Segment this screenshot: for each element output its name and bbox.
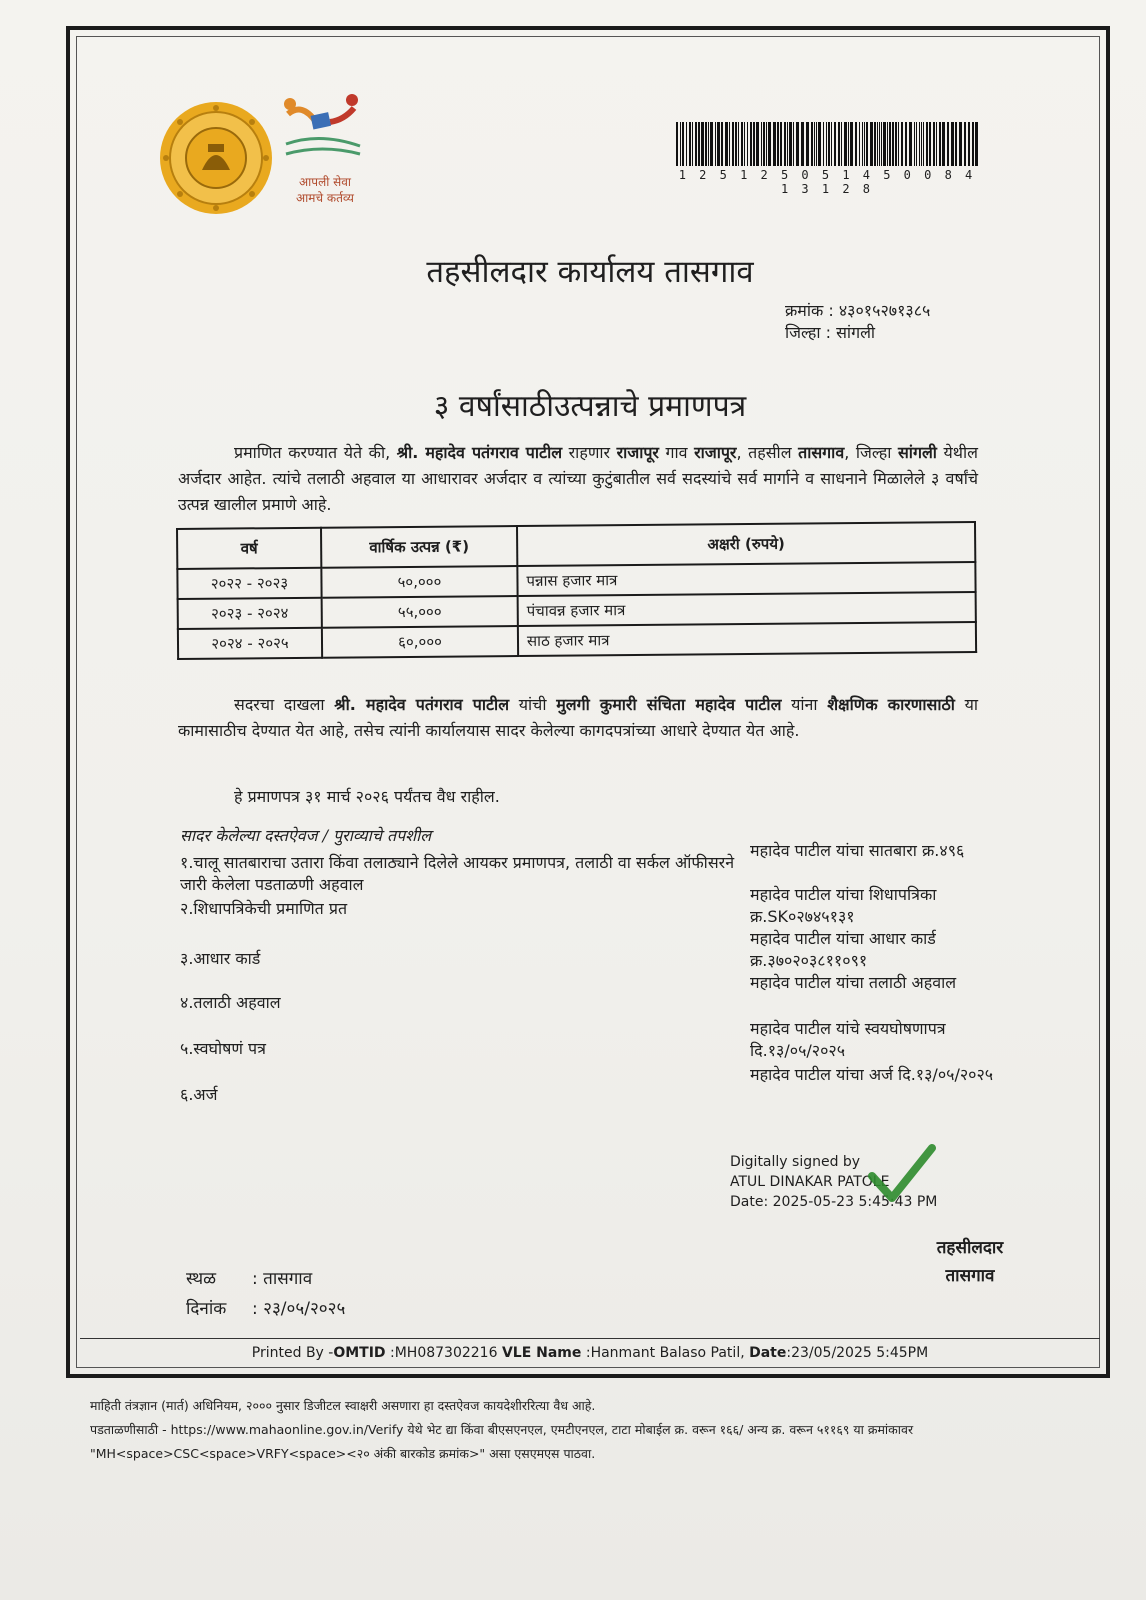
income-words-cell: पंचावन्न हजार मात्र — [518, 592, 976, 626]
date-value: : २३/०५/२०२५ — [252, 1299, 346, 1319]
government-seal-icon — [158, 100, 274, 216]
document-detail: महादेव पाटील यांचा अर्ज दि.१३/०५/२०२५ — [750, 1065, 994, 1084]
intro-paragraph — [178, 440, 978, 518]
document-item: ५.स्वघोषणं पत्र — [180, 1039, 266, 1058]
document-item: ३.आधार कार्ड — [180, 949, 261, 968]
intro-text: राहणार — [562, 443, 617, 462]
district-name: सांगली — [897, 443, 937, 462]
document-item: २.शिधापत्रिकेची प्रमाणित प्रत — [180, 899, 348, 918]
column-header: वर्ष — [177, 528, 321, 569]
year-cell: २०२४ - २०२५ — [178, 628, 322, 659]
validity-paragraph — [178, 784, 978, 810]
omtid-label: OMTID — [333, 1345, 386, 1361]
date-label: दिनांक — [186, 1299, 227, 1319]
place-label: स्थळ — [186, 1269, 217, 1289]
logo-line-1: आपली सेवा — [298, 175, 352, 189]
printed-prefix: Printed By - — [251, 1345, 334, 1361]
verification-footer — [90, 1394, 1120, 1466]
footer-line: "MH<space>CSC<space>VRFY<space><२० अंकी बारकोड क्रमांक>" असा एसएमएस पाठवा. — [90, 1446, 596, 1461]
officer-block — [920, 1234, 1020, 1290]
year-cell: २०२२ - २०२३ — [177, 568, 321, 599]
place-date-block — [186, 1264, 345, 1324]
village-name: राजापूर — [694, 443, 737, 462]
aaple-seva-logo — [280, 92, 370, 216]
income-table — [176, 521, 977, 660]
district-line: जिल्हा : सांगली — [785, 323, 876, 342]
certificate-title: ३ वर्षांसाठीउत्पन्नाचे प्रमाणपत्र — [433, 389, 747, 424]
document-item: ६.अर्ज — [180, 1085, 218, 1104]
document-item: १.चालू सातबाराचा उतारा किंवा तलाठ्याने दिलेले आयकर प्रमाणपत्र, तलाठी वा सर्कल ऑफीसरने जारी केलेला पडताळणी अहवाल — [180, 853, 735, 894]
office-title: तहसीलदार कार्यालय तासगाव — [426, 254, 754, 290]
income-cell: ५०,००० — [321, 566, 517, 598]
document-detail: महादेव पाटील यांचे स्वयघोषणापत्र दि.१३/०५/२०२५ — [750, 1019, 946, 1060]
intro-text: गाव — [658, 443, 695, 462]
serial-number: क्रमांक : ४३०१५२७१३८५ — [785, 301, 931, 320]
seva-hands-icon — [280, 92, 370, 172]
document-item: ४.तलाठी अहवाल — [180, 993, 281, 1012]
document-detail: महादेव पाटील यांचा आधार कार्ड क्र.३७०२०३८११०९१ — [750, 929, 936, 970]
barcode-image — [676, 122, 978, 166]
print-date-value: :23/05/2025 5:45PM — [786, 1345, 929, 1361]
income-words-cell: पन्नास हजार मात्र — [517, 562, 975, 596]
purpose-paragraph — [178, 692, 978, 744]
footer-line: माहिती तंत्रज्ञान (मार्त) अधिनियम, २००० नुसार डिजीटल स्वाक्षरी असणारा हा दस्तऐवज कायदेशीररित्या वैध आहे. — [90, 1398, 596, 1413]
beneficiary-name: मुलगी कुमारी संचिता महादेव पाटील — [556, 695, 782, 714]
year-cell: २०२३ - २०२४ — [178, 598, 322, 629]
income-cell: ६०,००० — [322, 626, 518, 658]
document-detail: महादेव पाटील यांचा सातबारा क्र.४९६ — [750, 841, 965, 860]
document-detail: महादेव पाटील यांचा शिधापत्रिका क्र.SK०२७४५१३१ — [750, 885, 937, 926]
printed-by-line — [80, 1338, 1100, 1361]
applicant-name: श्री. महादेव पतंगराव पाटील — [396, 443, 563, 462]
intro-text: , तहसील — [736, 443, 799, 462]
documents-heading: सादर केलेल्या दस्तऐवज / पुराव्याचे तपशील — [180, 826, 432, 845]
column-header: वार्षिक उत्पन्न (₹) — [321, 526, 517, 568]
table-header-row — [177, 522, 975, 569]
officer-place: तासगाव — [945, 1266, 995, 1286]
print-date-label: Date — [749, 1345, 787, 1361]
reference-block — [785, 300, 930, 344]
logo-line-2: आमचे कर्तव्य — [296, 191, 354, 205]
applicant-name: श्री. महादेव पतंगराव पाटील — [334, 695, 510, 714]
omtid-value: :MH087302216 — [385, 1345, 502, 1361]
income-words-cell: साठ हजार मात्र — [518, 622, 976, 656]
purpose-text: सदरचा दाखला — [234, 695, 335, 714]
officer-title: तहसीलदार — [936, 1238, 1004, 1258]
tahsil-name: तासगाव — [798, 443, 845, 462]
signer-name: ATUL DINAKAR PATOLE — [730, 1174, 890, 1190]
income-cell: ५५,००० — [322, 596, 518, 628]
purpose-reason: शैक्षणिक कारणासाठी — [827, 695, 955, 714]
purpose-text: यांची — [509, 695, 557, 714]
signature-line: Digitally signed by — [730, 1154, 861, 1170]
vle-label: VLE Name — [501, 1345, 582, 1361]
purpose-text: या कामासाठीच देण्यात येत आहे, तसेच त्यांनी कार्यालयास सादर केलेल्या कागदपत्रांच्या आधारे देण्यात येत आहे. — [178, 695, 979, 740]
table-row — [178, 622, 976, 659]
vle-value: :Hanmant Balaso Patil, — [581, 1345, 750, 1361]
footer-line: पडताळणीसाठी - https://www.mahaonline.gov.in/Verify येथे भेट द्या किंवा बीएसएनएल, एमटीएनएल, टाटा मोबाईल क्र. वरून १६६/ अन्य क्र. वरून ५११६९ या क्रमांकावर — [90, 1422, 914, 1437]
document-detail: महादेव पाटील यांचा तलाठी अहवाल — [750, 973, 957, 992]
intro-text: येथील अर्जदार आहेत. त्यांचे तलाठी अहवाल या आधारावर अर्जदार व त्यांच्या कुटुंबातील सर्व सदस्यांचे सर्व मार्गाने व साधनाने मिळालेले ३ वर्षांचे उत्पन्न खालील प्रमाणे आहे. — [178, 443, 978, 514]
place-value: : तासगाव — [252, 1269, 313, 1289]
purpose-text: यांना — [781, 695, 828, 714]
intro-text: , जिल्हा — [844, 443, 898, 462]
column-header: अक्षरी (रुपये) — [517, 522, 975, 566]
validity-text: हे प्रमाणपत्र ३१ मार्च २०२६ पर्यंतच वैध राहील. — [234, 787, 500, 806]
signature-date: Date: 2025-05-23 5:45:43 PM — [730, 1194, 938, 1210]
village-name: राजापूर — [616, 443, 659, 462]
intro-text: प्रमाणित करण्यात येते की, — [234, 443, 397, 462]
barcode-number: 1 2 5 1 2 5 0 5 1 4 5 0 0 8 4 1 3 1 2 8 — [678, 168, 976, 196]
check-mark-icon — [868, 1142, 936, 1206]
